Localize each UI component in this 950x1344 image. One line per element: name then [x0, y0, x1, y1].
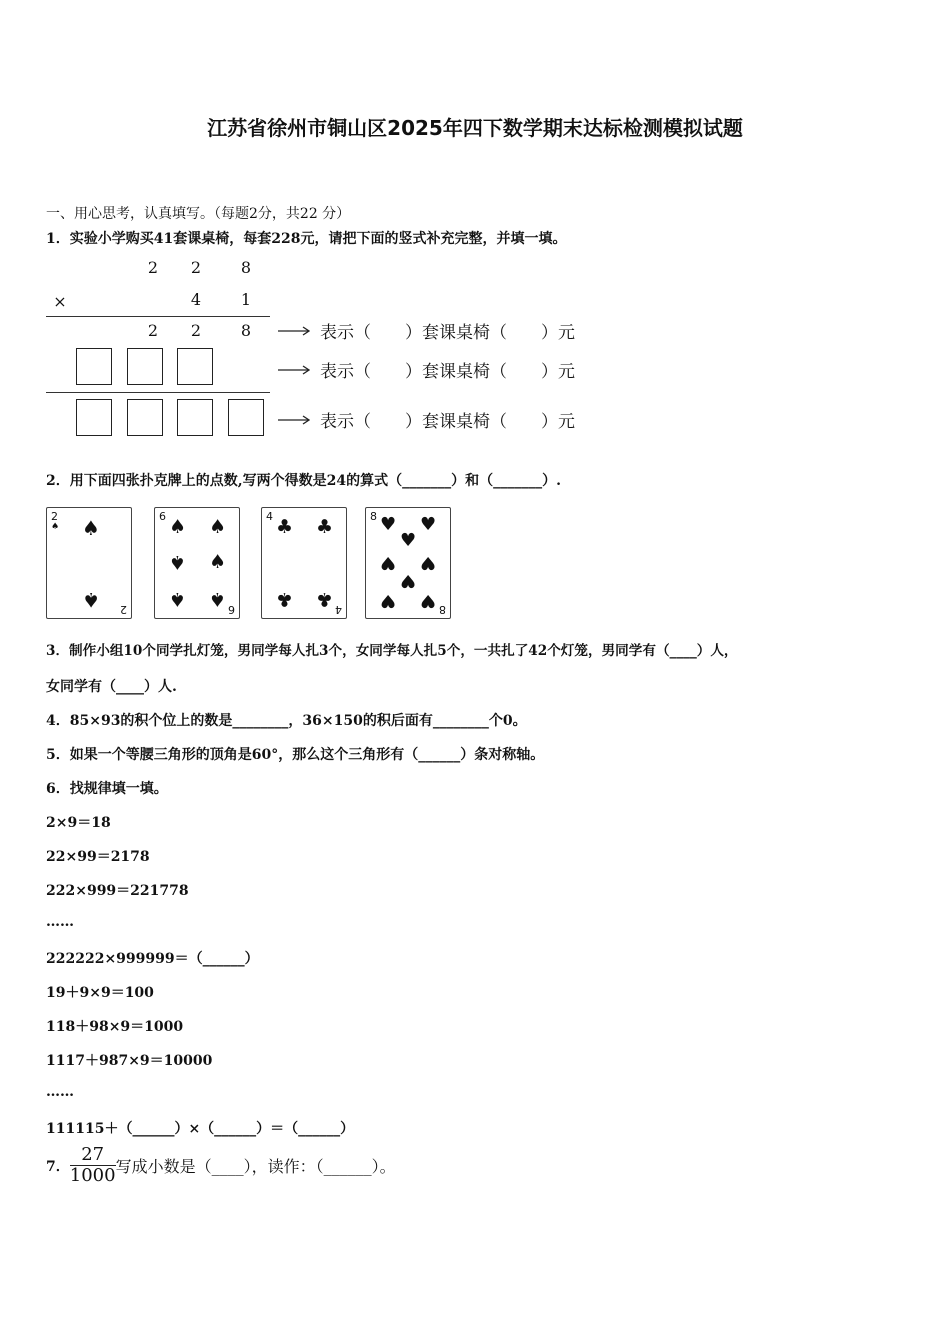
playing-card	[46, 507, 132, 619]
club-icon: ♣	[316, 588, 334, 610]
answer-box[interactable]	[76, 348, 112, 385]
card-rank: 2	[51, 510, 58, 523]
arrow-row-text: 表示（ ）套课桌椅（ ）元	[320, 362, 575, 382]
answer-box[interactable]	[127, 399, 163, 436]
section-heading: 一、用心思考，认真填写。（每题2分，共22 分）	[46, 206, 351, 222]
arrow-right-icon	[278, 365, 310, 375]
arrow-row-text: 表示（ ）套课桌椅（ ）元	[320, 412, 575, 432]
partial-digit: 2	[190, 321, 202, 340]
club-icon: ♣	[276, 516, 294, 538]
spade-icon: ♠	[209, 551, 227, 573]
heart-icon: ♥	[420, 590, 437, 611]
arrow-row	[278, 357, 575, 382]
fraction	[70, 1145, 116, 1186]
club-icon: ♣	[316, 516, 334, 538]
question-7-number: 7．	[46, 1158, 70, 1175]
arrow-row	[278, 407, 575, 432]
spade-icon: ♠	[169, 588, 187, 610]
question-1-text: 1．实验小学购买41套课桌椅，每套228元，请把下面的竖式补充完整，并填一填。	[46, 231, 567, 247]
answer-box[interactable]	[177, 348, 213, 385]
partial-digit: 2	[147, 321, 159, 340]
arrow-right-icon	[278, 415, 310, 425]
playing-card	[365, 507, 451, 619]
question-2-text: 2．用下面四张扑克牌上的点数,写两个得数是24的算式（_______）和（_______）.	[46, 473, 561, 489]
heart-icon: ♥	[400, 570, 417, 591]
question-3-text: 3．制作小组10个同学扎灯笼，男同学每人扎3个，女同学每人扎5个，一共扎了42个灯笼，男同学有（____）人，	[46, 643, 738, 659]
spade-icon: ♠	[209, 588, 227, 610]
answer-box[interactable]	[177, 399, 213, 436]
arrow-row	[278, 318, 575, 343]
question-7-text: 写成小数是（____），读作：（______）。	[115, 1157, 396, 1176]
card-rank: 6	[228, 603, 235, 616]
pattern-line: 111115＋（______）×（______）＝（______）	[46, 1121, 355, 1137]
spade-icon: ♠	[82, 588, 100, 612]
heart-icon: ♥	[400, 530, 417, 551]
times-sign: ×	[53, 292, 67, 311]
multiplier-digit: 4	[190, 290, 202, 309]
page-title: 江苏省徐州市铜山区2025年四下数学期末达标检测模拟试题	[207, 116, 743, 140]
heart-icon: ♥	[420, 514, 437, 535]
answer-box[interactable]	[76, 399, 112, 436]
pattern-line: 118＋98×9＝1000	[46, 1019, 184, 1035]
multiplicand-digit: 8	[240, 258, 252, 277]
divider-line	[46, 316, 270, 317]
multiplier-digit: 1	[240, 290, 252, 309]
multiplicand-digit: 2	[190, 258, 202, 277]
heart-icon: ♥	[420, 552, 437, 573]
spade-icon: ♠	[209, 516, 227, 538]
answer-box[interactable]	[127, 348, 163, 385]
playing-card	[154, 507, 240, 619]
multiplicand-digit: 2	[147, 258, 159, 277]
spade-icon: ♠	[51, 522, 60, 532]
card-rank: 8	[439, 603, 446, 616]
spade-icon: ♠	[82, 516, 100, 540]
pattern-line: 22×99＝2178	[46, 849, 150, 865]
pattern-line: ……	[46, 1084, 74, 1100]
pattern-line: 1117＋987×9＝10000	[46, 1053, 213, 1069]
answer-box[interactable]	[228, 399, 264, 436]
card-rank: 2	[120, 603, 127, 616]
question-7	[46, 1145, 396, 1186]
pattern-line: ……	[46, 914, 74, 930]
partial-digit: 8	[240, 321, 252, 340]
heart-icon: ♥	[380, 552, 397, 573]
question-5-text: 5．如果一个等腰三角形的顶角是60°，那么这个三角形有（______）条对称轴。	[46, 747, 545, 763]
question-4-text: 4．85×93的积个位上的数是________，36×150的积后面有________个0。	[46, 713, 527, 729]
spade-icon: ♠	[169, 516, 187, 538]
heart-icon: ♥	[380, 514, 397, 535]
fraction-denominator: 1000	[69, 1165, 116, 1186]
club-icon: ♣	[276, 588, 294, 610]
card-rank: 6	[159, 510, 166, 523]
question-6-text: 6．找规律填一填。	[46, 781, 168, 797]
arrow-row-text: 表示（ ）套课桌椅（ ）元	[320, 323, 575, 343]
spade-icon: ♠	[169, 551, 187, 573]
pattern-line: 2×9＝18	[46, 815, 111, 831]
pattern-line: 19＋9×9＝100	[46, 985, 154, 1001]
fraction-numerator: 27	[70, 1145, 116, 1166]
pattern-line: 222222×999999＝（______）	[46, 951, 259, 967]
question-3-text-cont: 女同学有（____）人.	[46, 679, 177, 695]
card-rank: 4	[335, 603, 342, 616]
heart-icon: ♥	[380, 590, 397, 611]
divider-line	[46, 392, 270, 393]
pattern-line: 222×999＝221778	[46, 883, 189, 899]
card-rank: 4	[266, 510, 273, 523]
arrow-right-icon	[278, 326, 310, 336]
card-rank: 8	[370, 510, 377, 523]
playing-card	[261, 507, 347, 619]
